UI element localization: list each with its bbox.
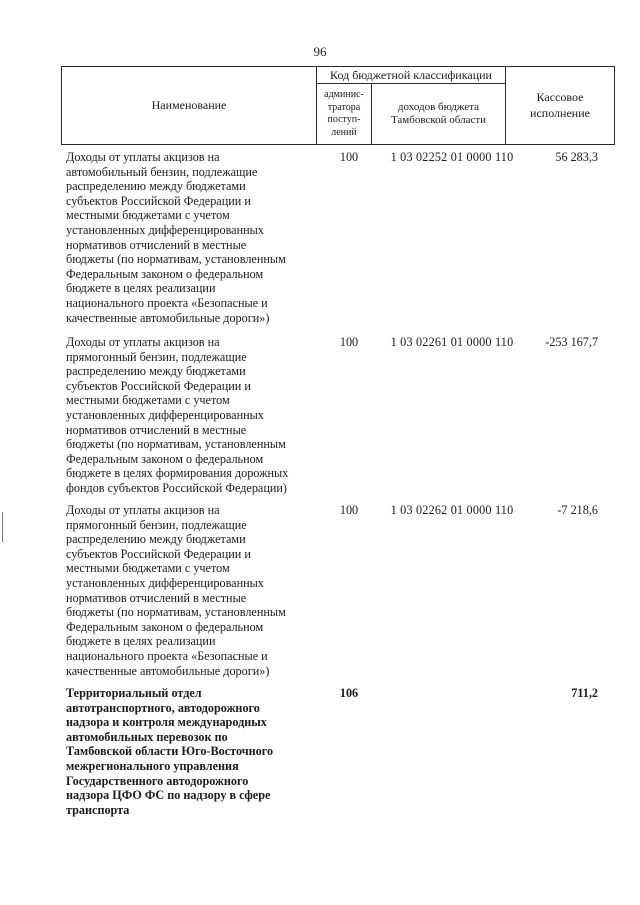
row-income-code: 1 03 02262 01 0000 110 (390, 503, 514, 517)
row-amount: 56 283,3 (555, 150, 598, 164)
table-header (61, 66, 615, 145)
row-income-code: 1 03 02261 01 0000 110 (390, 335, 514, 349)
column-header-administrator (317, 84, 372, 145)
column-header-income (372, 84, 506, 145)
row-name: Территориальный отдел автотранспортного, автодорожного надзора и контроля международных автомобильных перевозок по Тамбовской области Юго-Восточного межрегионального управления Государственного автодорожного надзора ЦФО ФС по надзору в сфере транспорта (66, 686, 274, 817)
row-amount: -7 218,6 (557, 503, 598, 517)
row-name: Доходы от уплаты акцизов на прямогонный бензин, подлежащие распределению между бюджетами субъектов Российской Федерации и местными бюджетами с учетом установленных дифференцированных нормативов отчислений в местные бюджеты (по нормативам, установленным Федеральным законом о федеральном бюджете в целях реализации национального проекта «Безопасные и качественные автомобильные дороги») (66, 503, 286, 678)
column-header-cash-text: Кассовое исполнение (530, 89, 590, 120)
column-header-income-text: доходов бюджета Тамбовской области (390, 100, 487, 126)
row-amount: -253 167,7 (545, 335, 598, 349)
row-admin-code: 100 (339, 150, 359, 164)
row-income-code: 1 03 02252 01 0000 110 (390, 150, 514, 164)
column-header-administrator-text: админис- тратора поступ- лений (324, 89, 364, 138)
page-number: 96 (313, 44, 327, 59)
row-admin-code: 100 (339, 503, 359, 517)
row-name: Доходы от уплаты акцизов на автомобильный бензин, подлежащие распределению между бюджетами субъектов Российской Федерации и местными бюджетами с учетом установленных дифференцированных нормативов отчислений в местные бюджеты (по нормативам, установленным Федеральным законом о федеральном бюджете в целях реализации национального проекта «Безопасные и качественные автомобильные дороги») (66, 150, 286, 325)
row-admin-code: 100 (339, 335, 359, 349)
row-name: Доходы от уплаты акцизов на прямогонный бензин, подлежащие распределению между бюджетами субъектов Российской Федерации и местными бюджетами с учетом установленных дифференцированных нормативов отчислений в местные бюджеты (по нормативам, установленным Федеральным законом о федеральном бюджете в целях формирования дорожных фондов субъектов Российской Федерации) (66, 335, 289, 495)
row-admin-code: 106 (339, 686, 359, 700)
column-header-cash (506, 67, 615, 145)
column-header-code-group: Код бюджетной классификации (317, 67, 506, 84)
scan-margin-mark (2, 512, 3, 542)
row-amount: 711,2 (571, 686, 598, 700)
column-header-name: Наименование (62, 67, 317, 145)
